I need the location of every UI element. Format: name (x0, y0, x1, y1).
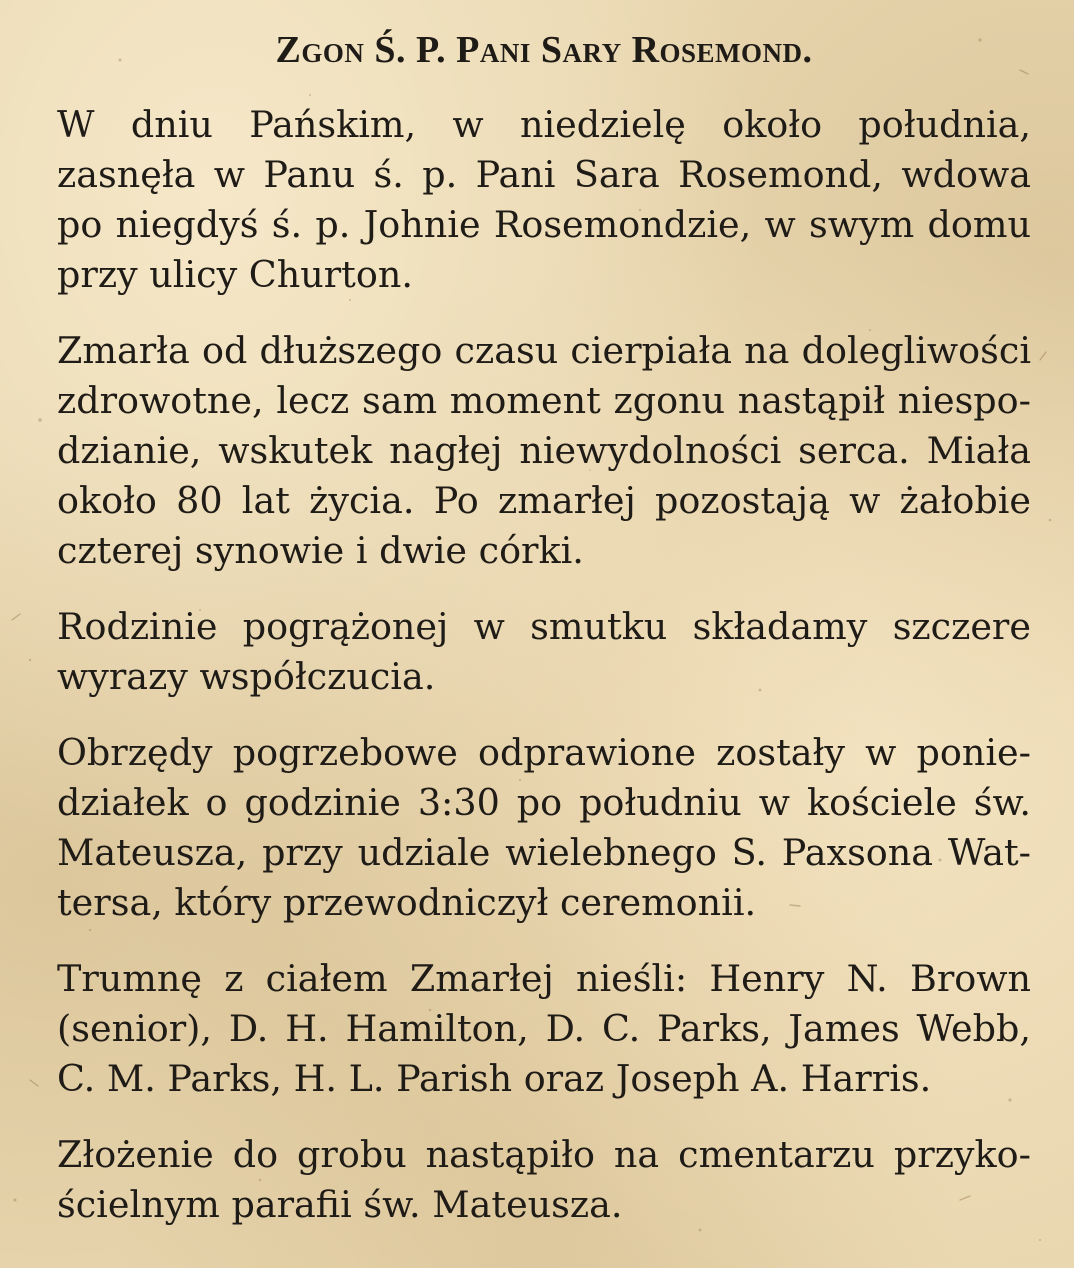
paragraph-6: Złożenie do grobu nastąpiło na cmentarzu przykościelnym parafii św. Mateusza. (57, 1133, 1031, 1226)
paragraph-5: Trumnę z ciałem Zmarłej nieśli: Henry N. Brown (senior), D. H. Hamilton, D. C. Parks, James Webb, C. M. Parks, H. L. Parish oraz Joseph A. Harris. (57, 957, 1031, 1100)
article-title: Zgon Ś. P. Pani Sary Rosemond. (275, 29, 813, 71)
paragraph-3: Rodzinie pogrążonej w smutku składamy szczere wyrazy współczucia. (57, 605, 1031, 698)
article (57, 22, 1031, 1256)
paragraph-4: Obrzędy pogrzebowe odprawione zostały w poniedziałek o godzinie 3:30 po południu w kościele św. Mateusza, przy udziale wielebnego S. Paxsona Wattersa, który przewodniczył ceremonii. (57, 731, 1031, 924)
paragraph-2: Zmarła od dłuższego czasu cierpiała na dolegliwości zdrowotne, lecz sam moment zgonu nastąpił niespodzianie, wskutek nagłej niewydolności serca. Miała około 80 lat życia. Po zmarłej pozostają w żałobie czterej synowie i dwie córki. (57, 329, 1031, 572)
paragraph-1: W dniu Pańskim, w niedzielę około południa, zasnęła w Panu ś. p. Pani Sara Rosemond, wdowa po niegdyś ś. p. Johnie Rosemondzie, w swym domu przy ulicy Churton. (57, 103, 1031, 296)
